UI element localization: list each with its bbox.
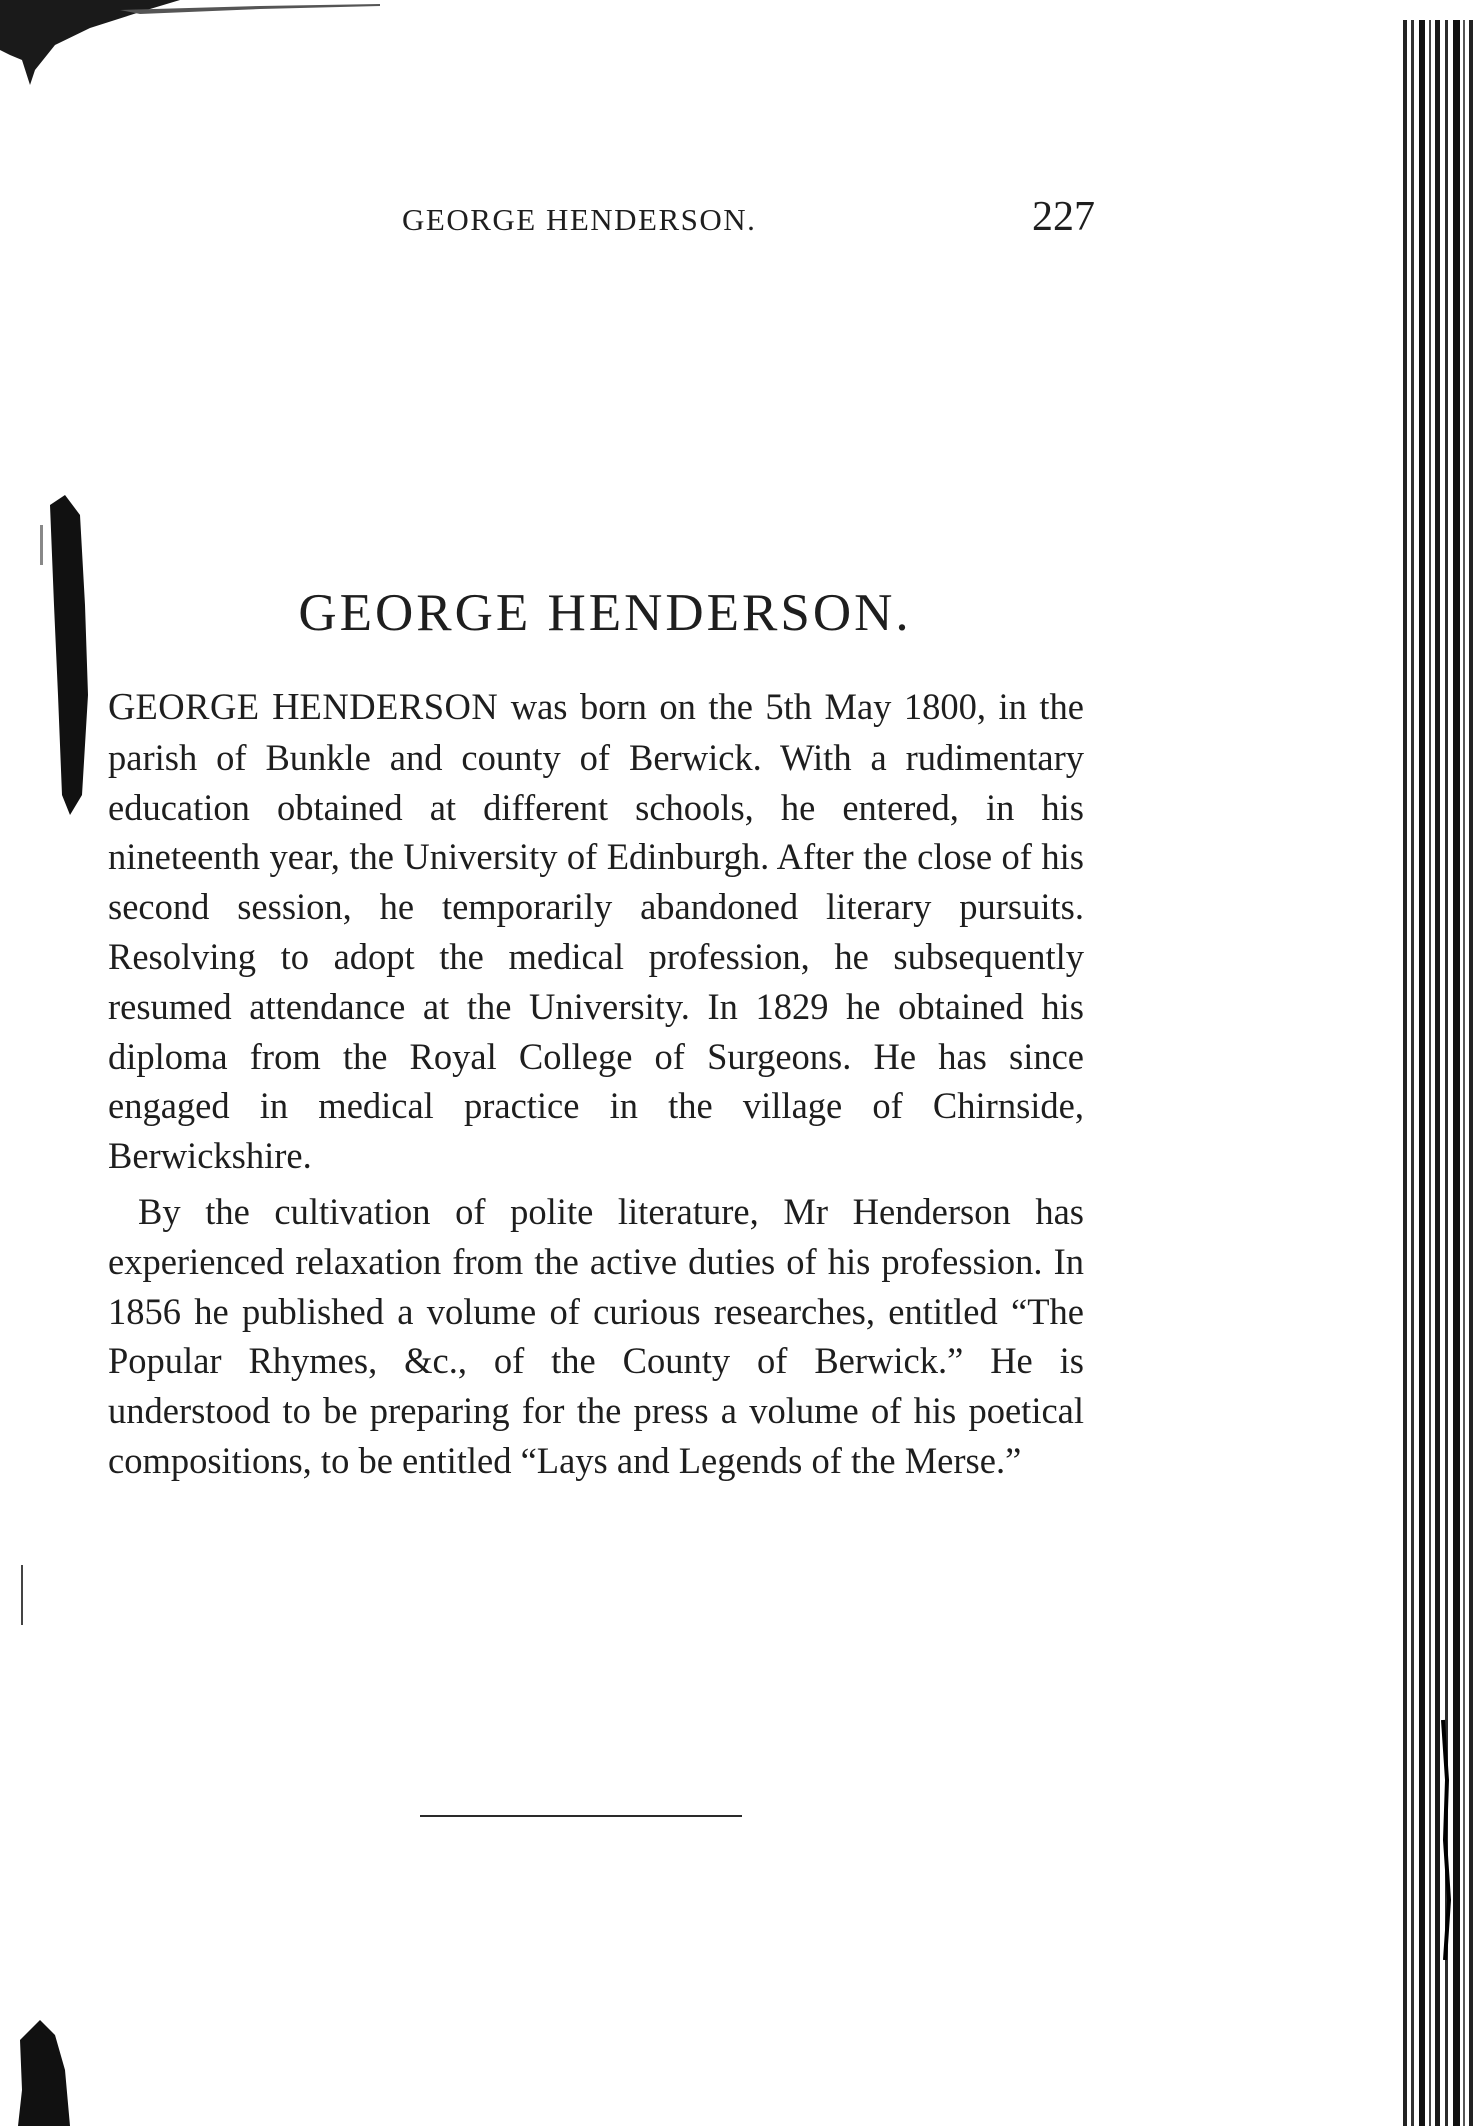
- body-text: [108, 682, 1084, 1486]
- lead-initial-h: H: [272, 686, 300, 728]
- book-edge-right: [1395, 20, 1481, 2126]
- scan-mark-bottom-left: [10, 2010, 90, 2126]
- scan-mark-left-small: [18, 1565, 28, 1625]
- running-head-title: GEORGE HENDERSON.: [402, 202, 757, 237]
- lead-small-caps-eorge: EORGE: [135, 686, 260, 727]
- paragraph-2: By the cultivation of polite literature, Mr Henderson has experienced relaxation from the active duties of his profession. In 1856 he published a volume of curious researches, entitled “The Popular Rhymes, &c., of the County of Berwick.” He is understood to be preparing for the press a volume of his poetical compositions, to be entitled “Lays and Legends of the Merse.”: [108, 1190, 1084, 1481]
- page-number: 227: [1032, 194, 1095, 240]
- scan-smudge-top-left: [0, 0, 400, 90]
- chapter-title: GEORGE HENDERSON.: [298, 584, 912, 642]
- paragraph-1-text: was born on the 5th May 1800, in the parish of Bunkle and county of Berwick. With a rudimentary education obtained at different schools, he entered, in his nineteenth year, the University of Edinburgh. After the close of his second session, he temporarily abandoned literary pursuits. Resolving to adopt the medical profession, he subsequently resumed attendance at the University. In 1829 he obtained his diploma from the Royal College of Surgeons. He has since engaged in medical practice in the village of Chirnside, Berwickshire.: [108, 686, 1084, 1177]
- scan-mark-left: [40, 495, 110, 825]
- paragraph-1: [108, 682, 1084, 1181]
- section-end-rule: [420, 1815, 742, 1817]
- lead-initial-g: G: [108, 686, 136, 728]
- lead-small-caps-enderson: ENDERSON: [299, 686, 499, 727]
